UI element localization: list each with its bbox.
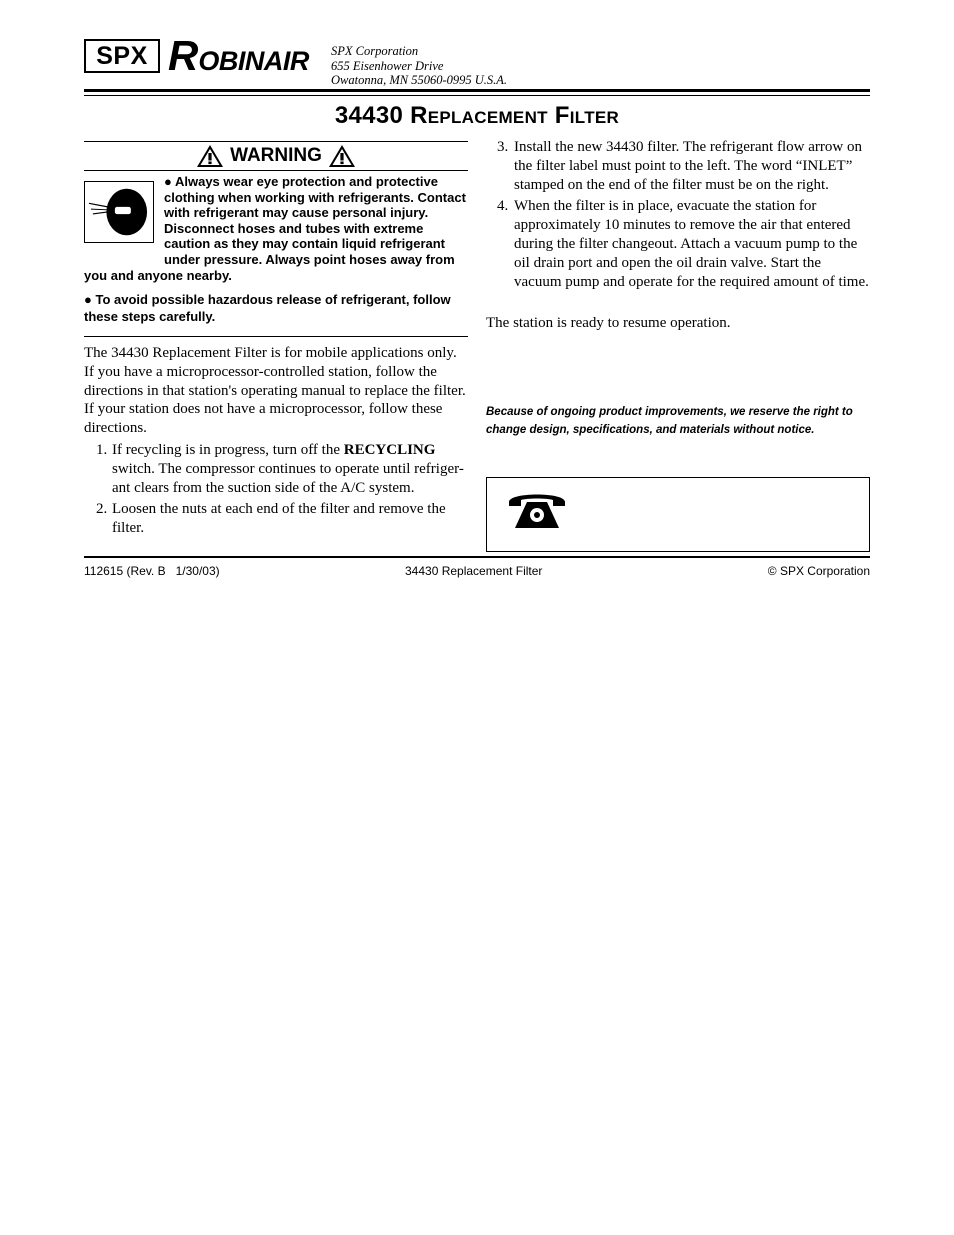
page-title: 34430 Replacement Filter (334, 102, 620, 129)
warning-triangle-icon (196, 144, 224, 168)
warning-triangle-icon (328, 144, 356, 168)
intro-paragraph: The 34430 Replacement Filter is for mobile applications only. If you have a microprocessor-controlled station, follow the directions in that station's operating manual to replace the filter. If your station does not have a microprocessor, follow these directions. (84, 345, 466, 437)
step-number: 1. (96, 442, 108, 458)
step-number: 4. (497, 198, 509, 215)
warning-bullet-1: ● Always wear eye protection and protective clothing when working with refrigerants. Contact with refrigerant may cause personal injury. Disconnect hoses and tubes with extreme caution as they may contain liquid refrigerant under pressure. Always point hoses away from you and anyone nearby. (84, 174, 466, 283)
spx-logo (84, 39, 160, 73)
header-divider-thin (84, 95, 870, 96)
step-3-text: Install the new 34430 filter. The refrigerant flow arrow on the filter label must point to the left. The word “INLET” stamped on the end of the filter must be on the right. (514, 139, 862, 193)
robinair-logo-text: OBINAIR (198, 46, 309, 76)
footer-divider (84, 556, 870, 558)
footer-part-number: 112615 (Rev. B 1/30/03) (84, 564, 220, 578)
warning-bullet-1-text: Always wear eye protection and protective clothing when working with refrigerants. Contact with refrigerant may cause personal injury. Disconnect hoses and tubes with extreme caution as they may contain liquid refrigerant under pressure. Always point hoses away from you and anyone nearby. (84, 174, 466, 283)
step-number: 2. (96, 501, 108, 518)
footer-copyright: © SPX Corporation (767, 564, 870, 578)
resume-operation-text: The station is ready to resume operation. (486, 315, 731, 331)
warning-text (84, 174, 468, 325)
steps-list-right (486, 138, 870, 294)
warning-heading-divider (84, 170, 468, 171)
spx-logo-text: SPX (96, 41, 148, 70)
warning-bullet-2: ● To avoid possible hazardous release of refrigerant, follow these steps carefully. (84, 292, 451, 325)
product-improvement-notice: Because of ongoing product improvements, we reserve the right to change design, specifications, and materials without notice. (486, 406, 853, 436)
address-line-3: Owatonna, MN 55060-0995 U.S.A. (331, 73, 508, 87)
address-line-1: SPX Corporation (331, 44, 419, 58)
telephone-icon (507, 488, 567, 532)
step-1-text-before: If recycling is in progress, turn off the (112, 442, 344, 458)
footer-document-title: 34430 Replacement Filter (405, 564, 543, 578)
steps-list-left (84, 441, 468, 541)
step-3 (486, 138, 870, 194)
header-divider-thick (84, 89, 870, 92)
step-4 (486, 197, 870, 291)
robinair-logo (168, 32, 309, 79)
company-address (331, 44, 507, 88)
phone-contact-box (486, 477, 870, 552)
step-1-text-after: switch. The compressor continues to operate until refriger-ant clears from the suction side of the A/C system. (112, 460, 464, 496)
warning-bullet-2-text: To avoid possible hazardous release of refrigerant, follow these steps carefully. (84, 292, 451, 325)
warning-top-divider (84, 141, 468, 142)
step-2-text: Loosen the nuts at each end of the filter and remove the filter. (112, 501, 446, 537)
step-number: 3. (497, 139, 509, 155)
step-1 (84, 441, 468, 497)
warning-bottom-divider (84, 336, 468, 337)
robinair-logo-initial: R (168, 32, 199, 79)
step-4-text: When the filter is in place, evacuate the station for approximately 10 minutes to remove the air that entered during the filter changeout. Attach a vacuum pump to the oil drain port and open the oil drain valve. Start the vacuum pump and operate for the required amount of time. (514, 198, 869, 290)
warning-heading-text: WARNING (230, 145, 322, 166)
step-2 (84, 500, 468, 538)
address-line-2: 655 Eisenhower Drive (331, 58, 444, 73)
warning-heading (84, 143, 468, 169)
recycling-switch-label: RECYCLING (343, 442, 436, 458)
